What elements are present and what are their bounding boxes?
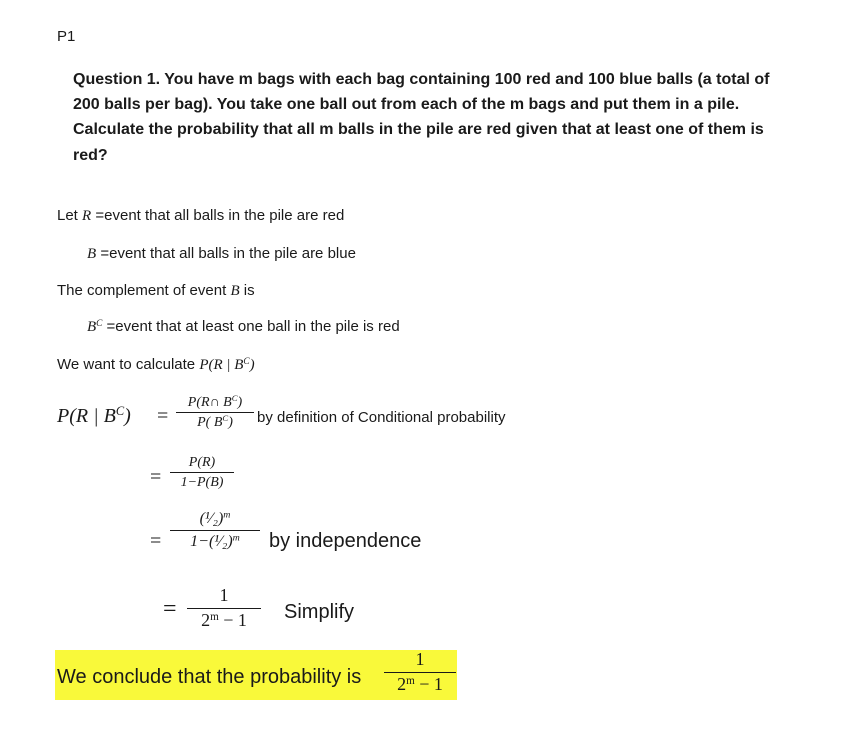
question-line-3: Calculate the probability that all m balls in the pile are red given that at least one of them is [73, 121, 764, 138]
equals-sign-2: = [150, 466, 162, 488]
conclusion-denominator [384, 675, 456, 695]
fraction-bar [176, 412, 254, 413]
step-4-numerator: 1 [219, 585, 229, 605]
conclusion-text: We conclude that the probability is [57, 666, 362, 688]
lhs-main: P(R | B [57, 405, 116, 427]
page-label: P1 [57, 28, 76, 45]
Bc-definition: =event that at least one ball in the pile is red [106, 318, 400, 335]
step-1-num-close: ) [237, 395, 243, 410]
lhs-sup: C [115, 404, 125, 419]
goal-text: We want to calculate [57, 356, 196, 373]
conclusion-numerator: 1 [415, 649, 425, 669]
fraction-bar [170, 472, 234, 473]
conclusion-den-rest: − 1 [414, 673, 443, 694]
symbol-Bc [87, 319, 102, 335]
goal-expr-close: ) [249, 357, 255, 373]
step-4-den-base: 2 [201, 609, 211, 630]
question-line-4: red? [73, 147, 108, 164]
fraction-step-2 [170, 455, 234, 491]
step-4-denominator [187, 611, 261, 631]
complement-statement [57, 282, 255, 300]
complement-text: The complement of event [57, 282, 227, 299]
B-definition: =event that all balls in the pile are blue [100, 245, 356, 262]
step-3-denominator [170, 533, 260, 551]
step-4-den-sup: m [210, 610, 219, 623]
let-word: Let [57, 207, 78, 224]
symbol-B: B [87, 246, 97, 262]
step-1-note: by definition of Conditional probability [257, 409, 506, 426]
R-definition: =event that all balls in the pile are red [95, 207, 345, 224]
fraction-bar [170, 530, 260, 531]
fraction-bar [384, 672, 456, 673]
definition-R [57, 207, 344, 225]
definition-Bc [87, 318, 400, 336]
Bc-base: B [87, 319, 97, 335]
derivation-lhs [57, 405, 131, 428]
symbol-R: R [82, 208, 92, 224]
step-3-den-main: 1−(¹⁄₂) [190, 532, 233, 550]
step-3-note: by independence [269, 530, 422, 552]
step-3-num-main: (¹⁄₂) [199, 510, 224, 527]
lhs-close: ) [124, 405, 131, 427]
fraction-step-1 [176, 395, 254, 431]
equals-sign-1: = [157, 405, 169, 427]
definition-B [87, 245, 356, 263]
goal-expr-sup: C [243, 356, 250, 367]
step-1-denominator [176, 415, 254, 430]
conclusion-den-sup: m [406, 674, 415, 687]
step-2-numerator: P(R) [188, 455, 216, 470]
question-line-1: Question 1. You have m bags with each bag containing 100 red and 100 blue balls (a total of [73, 71, 770, 88]
step-1-numerator [176, 395, 254, 410]
conclusion-fraction [384, 650, 456, 695]
step-3-num-sup: m [223, 509, 231, 521]
fraction-step-4 [187, 586, 261, 631]
step-1-num-sup: C [231, 393, 238, 404]
step-1-den-close: ) [228, 415, 233, 431]
step-4-note: Simplify [284, 601, 355, 623]
question-line-2: 200 balls per bag). You take one ball out from each of the m bags and put them in a pile. [73, 96, 740, 113]
complement-is: is [243, 282, 255, 299]
Bc-superscript: C [96, 318, 103, 329]
fraction-step-3 [170, 510, 260, 550]
step-1-num-main: P(R∩ B [187, 395, 232, 410]
step-1-den-main: P( B [197, 415, 223, 431]
goal-statement [57, 356, 255, 374]
goal-expression [199, 357, 254, 373]
equals-sign-3: = [150, 530, 162, 552]
step-3-den-sup: m [232, 532, 240, 544]
conclusion-den-base: 2 [397, 673, 407, 694]
step-2-denominator: 1−P(B) [180, 475, 224, 491]
step-3-numerator [170, 510, 260, 528]
complement-symbol-B: B [230, 283, 240, 299]
fraction-bar [187, 608, 261, 609]
step-4-den-rest: − 1 [218, 609, 247, 630]
equals-sign-4: = [163, 596, 177, 622]
goal-expr-main: P(R | B [199, 357, 244, 373]
step-1-den-sup: C [222, 413, 229, 424]
